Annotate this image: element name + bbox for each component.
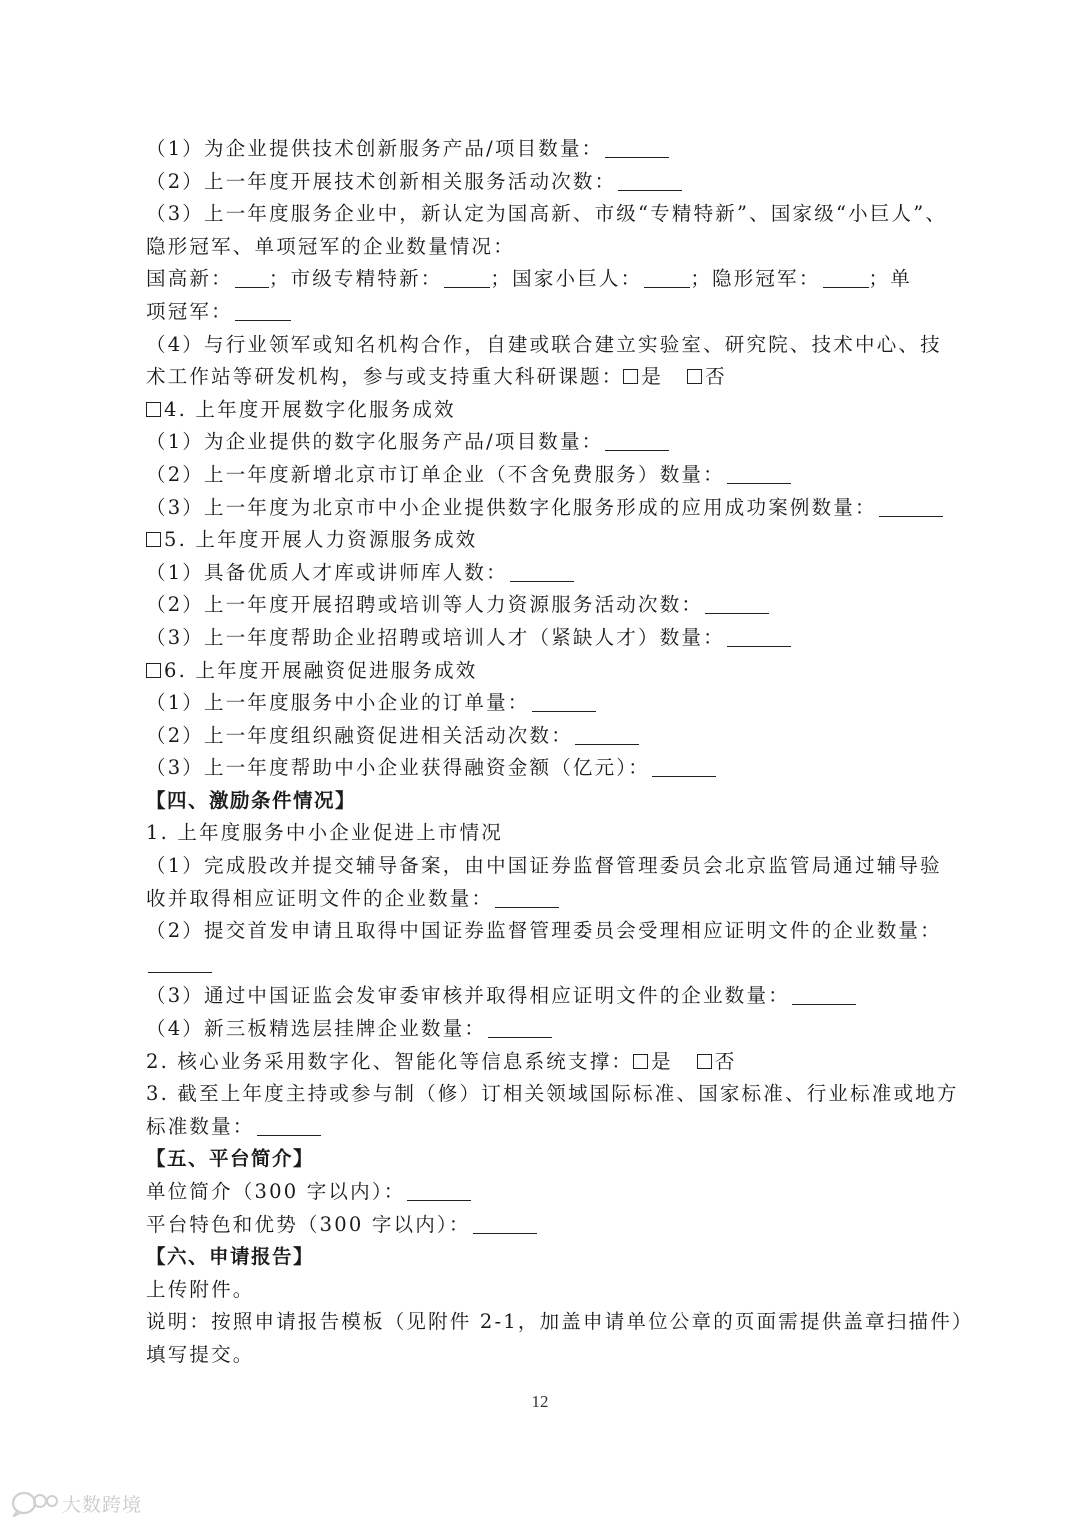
line-text: （3）上一年度为北京市中小企业提供数字化服务形成的应用成功案例数量：: [146, 495, 877, 519]
text-line: [146, 166, 946, 199]
fill-in-blank[interactable]: [727, 463, 791, 484]
watermark-text: 大数跨境: [62, 1493, 143, 1516]
line-text: 标准数量：: [146, 1114, 255, 1138]
fill-in-blank[interactable]: [488, 1017, 552, 1038]
line-text: （2）上一年度组织融资促进相关活动次数：: [146, 723, 573, 747]
heading-text: 【六、申请报告】: [146, 1245, 315, 1269]
text-line: [146, 329, 946, 362]
line-text: 术工作站等研发机构，参与或支持重大科研课题：: [146, 365, 624, 389]
text-segment: ；单: [868, 267, 912, 291]
text-segment: ；国家小巨人：: [490, 267, 643, 291]
fill-in-blank[interactable]: [444, 267, 490, 288]
line-text: 隐形冠军、单项冠军的企业数量情况：: [146, 234, 515, 258]
text-segment: 国高新：: [146, 267, 233, 291]
fill-in-blank[interactable]: [235, 267, 269, 288]
line-text: （3）通过中国证监会发审委审核并取得相应证明文件的企业数量：: [146, 984, 790, 1008]
text-line: [146, 1274, 946, 1307]
line-text: （4）与行业领军或知名机构合作，自建或联合建立实验室、研究院、技术中心、技: [146, 332, 942, 356]
fill-in-blank[interactable]: [705, 593, 769, 614]
line-text: （1）具备优质人才库或讲师库人数：: [146, 560, 508, 584]
yes-checkbox[interactable]: [623, 369, 638, 384]
fill-in-blank[interactable]: [823, 267, 869, 288]
line-text: （2）上一年度开展技术创新相关服务活动次数：: [146, 169, 617, 193]
section-heading: [146, 785, 946, 818]
text-line: [146, 1013, 946, 1046]
text-line: [146, 720, 946, 753]
line-text: （3）上一年度服务企业中，新认定为国高新、市级“专精特新”、国家级“小巨人”、: [146, 202, 948, 226]
line-text: （2）上一年度新增北京市订单企业（不含免费服务）数量：: [146, 462, 725, 486]
text-line: [146, 915, 946, 948]
text-line: [146, 426, 946, 459]
text-line: [146, 557, 946, 590]
fill-in-blank[interactable]: [792, 984, 856, 1005]
line-text: （1）为企业提供技术创新服务产品/项目数量：: [146, 137, 604, 160]
yes-label: 是: [651, 1049, 673, 1073]
no-label: 否: [705, 365, 727, 389]
line-text: （1）为企业提供的数字化服务产品/项目数量：: [146, 430, 604, 454]
document-body: [146, 133, 974, 1372]
fill-in-blank[interactable]: [652, 756, 716, 777]
section-heading: [146, 1143, 946, 1176]
line-text: （1）上一年度服务中小企业的订单量：: [146, 691, 530, 715]
text-line: [146, 231, 946, 264]
fill-in-blank[interactable]: [407, 1180, 471, 1201]
line-text: 平台特色和优势（300 字以内）：: [146, 1212, 471, 1236]
line-text: 6. 上年度开展融资促进服务成效: [164, 658, 478, 682]
fill-in-blank[interactable]: [605, 137, 669, 158]
fill-in-blank[interactable]: [495, 887, 559, 908]
line-text: （2）提交首发申请且取得中国证券监督管理委员会受理相应证明文件的企业数量：: [146, 919, 942, 943]
text-segment: ；隐形冠军：: [690, 267, 821, 291]
text-line: [146, 459, 946, 492]
line-text: 收并取得相应证明文件的企业数量：: [146, 886, 494, 910]
fill-in-blank[interactable]: [575, 724, 639, 745]
fill-in-blank[interactable]: [235, 300, 291, 321]
fill-in-blank[interactable]: [148, 952, 212, 973]
text-line: [146, 1209, 946, 1242]
fill-in-blank[interactable]: [879, 496, 943, 517]
text-line: [146, 850, 946, 883]
text-line: [146, 361, 946, 394]
fill-in-blank[interactable]: [605, 430, 669, 451]
text-line: [146, 524, 946, 557]
watermark: [10, 1489, 142, 1517]
text-line: [146, 687, 946, 720]
watermark-logo-icon: [10, 1489, 58, 1517]
line-text: 说明：按照申请报告模板（见附件 2-1，加盖申请单位公章的页面需提供盖章扫描件）: [146, 1310, 974, 1334]
line-text: （3）上一年度帮助中小企业获得融资金额（亿元）：: [146, 756, 650, 780]
text-line: [146, 622, 946, 655]
line-text: （1）完成股改并提交辅导备案，由中国证券监督管理委员会北京监管局通过辅导验: [146, 854, 942, 878]
text-line: [146, 1339, 946, 1372]
text-line: [146, 817, 946, 850]
fill-in-blank[interactable]: [532, 691, 596, 712]
fill-in-blank[interactable]: [618, 170, 682, 191]
line-text: （3）上一年度帮助企业招聘或培训人才（紧缺人才）数量：: [146, 625, 725, 649]
line-text: 单位简介（300 字以内）：: [146, 1180, 406, 1203]
text-line: [146, 1111, 946, 1144]
text-line: [146, 1078, 959, 1111]
text-line: [146, 1176, 946, 1209]
line-text: 3. 截至上年度主持或参与制（修）订相关领域国际标准、国家标准、行业标准或地方: [146, 1082, 959, 1106]
yes-checkbox[interactable]: [633, 1054, 648, 1069]
no-checkbox[interactable]: [697, 1054, 712, 1069]
line-text: 5. 上年度开展人力资源服务成效: [164, 528, 478, 552]
no-checkbox[interactable]: [687, 369, 702, 384]
text-line: [146, 589, 946, 622]
text-line: [146, 883, 946, 916]
text-line: [146, 655, 946, 688]
line-text: 填写提交。: [146, 1342, 255, 1366]
text-line: [146, 394, 946, 427]
text-line: [146, 133, 946, 166]
section-checkbox[interactable]: [146, 663, 161, 678]
fill-in-blank[interactable]: [727, 626, 791, 647]
line-text: 项冠军：: [146, 299, 233, 323]
line-text: 1. 上年度服务中小企业促进上市情况: [146, 821, 503, 845]
text-line: [146, 980, 946, 1013]
text-line: [146, 1046, 946, 1079]
line-text: 2. 核心业务采用数字化、智能化等信息系统支撑：: [146, 1049, 634, 1073]
line-text: 4. 上年度开展数字化服务成效: [164, 397, 456, 421]
line-text: （2）上一年度开展招聘或培训等人力资源服务活动次数：: [146, 593, 704, 617]
fill-in-blank[interactable]: [644, 267, 690, 288]
no-label: 否: [714, 1049, 737, 1073]
heading-text: 【五、平台简介】: [146, 1147, 315, 1171]
yes-label: 是: [641, 365, 664, 389]
text-line: [146, 296, 946, 329]
text-line: [146, 198, 946, 231]
section-heading: [146, 1241, 946, 1274]
text-segment: ；市级专精特新：: [268, 267, 443, 291]
fill-in-blank[interactable]: [257, 1115, 321, 1136]
text-line: [146, 1306, 974, 1339]
text-line: [146, 948, 946, 981]
section-checkbox[interactable]: [146, 402, 161, 417]
heading-text: 【四、激励条件情况】: [146, 788, 357, 812]
line-text: （4）新三板精选层挂牌企业数量：: [146, 1017, 487, 1041]
text-line: [146, 752, 946, 785]
text-line: [146, 492, 946, 525]
page-number: 12: [531, 1392, 549, 1411]
fill-in-blank[interactable]: [510, 561, 574, 582]
section-checkbox[interactable]: [146, 532, 161, 547]
line-text: 上传附件。: [146, 1277, 255, 1301]
fill-in-blank[interactable]: [473, 1213, 537, 1234]
text-line: [146, 263, 946, 296]
